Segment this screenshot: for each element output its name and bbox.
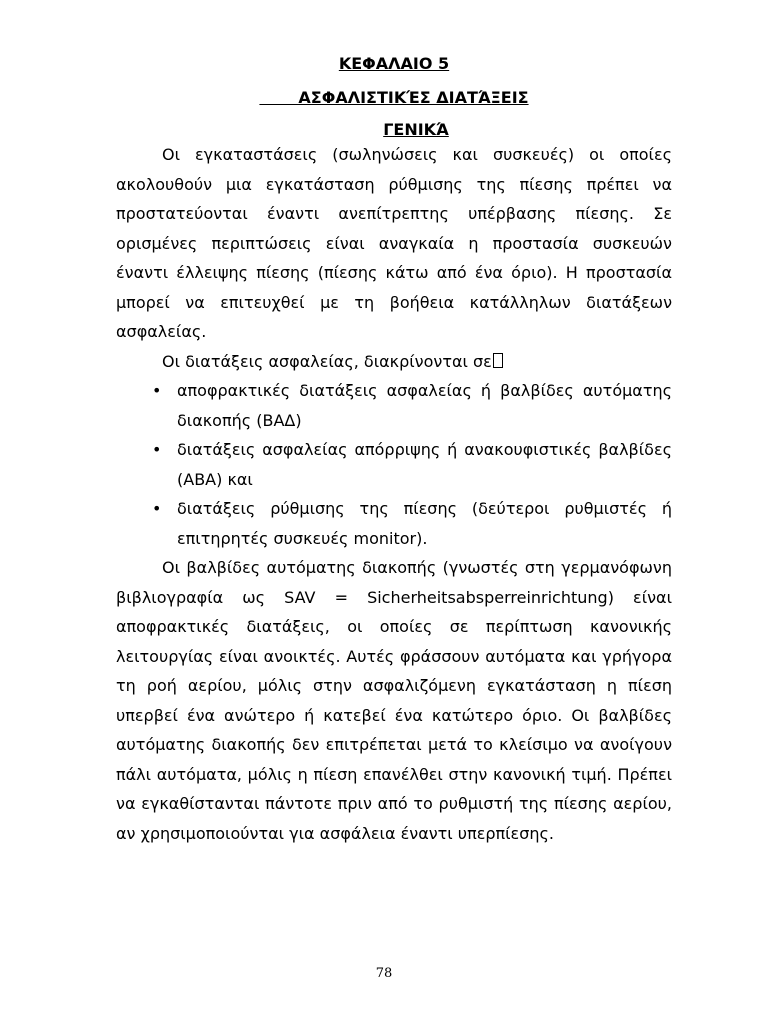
section-heading: ΓΕΝΙΚΆ [383,120,449,139]
section-title: ΑΣΦΑΛΙΣΤΙΚΈΣ ΔΙΑΤΆΞΕΙΣ [259,88,529,107]
list-item-text: διατάξεις ασφαλείας απόρριψης ή ανακουφιστικές βαλβίδες (ΑΒΑ) και [177,440,672,489]
chapter-title: ΚΕΦΑΛΑΙΟ 5 [338,54,450,73]
list-item [116,494,672,553]
page-number: 78 [375,966,393,981]
missing-glyph-icon [493,353,503,368]
paragraph-valves: Οι βαλβίδες αυτόματης διακοπής (γνωστές στη γερμανόφωνη βιβλιογραφία ως SAV = Sicherheitsabsperreinrichtung) είναι αποφρακτικές διατάξεις, οι οποίες σε περίπτωση κανονικής λειτουργίας είναι ανοικτές. Αυτές φράσσουν αυτόματα και γρήγορα τη ροή αερίου, μόλις στην ασφαλιζόμενη εγκατάσταση η πίεση υπερβεί ένα ανώτερο ή κατεβεί ένα κατώτερο όριο. Οι βαλβίδες αυτόματης διακοπής δεν επιτρέπεται μετά το κλείσιμο να ανοίγουν πάλι αυτόματα, μόλις η πίεση επανέλθει στην κανονική τιμή. Πρέπει να εγκαθίστανται πάντοτε πριν από το ρυθμιστή της πίεσης αερίου, αν χρησιμοποιούνται για ασφάλεια έναντι υπερπίεσης. [116,558,672,843]
bullet-icon: • [152,499,162,518]
document-page [116,52,672,848]
safety-devices-list [116,376,672,553]
paragraph-intro: Οι εγκαταστάσεις (σωληνώσεις και συσκευές) οι οποίες ακολουθούν μια εγκατάσταση ρύθμισης της πίεσης πρέπει να προστατεύονται έναντι ανεπίτρεπτης υπέρβασης πίεσης. Σε ορισμένες περιπτώσεις είναι αναγκαία η προστασία συσκευών έναντι έλλειψης πίεσης (πίεσης κάτω από ένα όριο). Η προστασία μπορεί να επιτευχθεί με τη βοήθεια κατάλληλων διατάξεων ασφαλείας. [116,145,672,341]
list-intro-text: Οι διατάξεις ασφαλείας, διακρίνονται σε [162,351,492,371]
list-item-text: διατάξεις ρύθμισης της πίεσης (δεύτεροι ρυθμιστές ή επιτηρητές συσκευές monitor). [177,499,672,548]
bullet-icon: • [152,381,162,400]
paragraph-list-intro [116,347,672,377]
list-item-text: αποφρακτικές διατάξεις ασφαλείας ή βαλβίδες αυτόματης διακοπής (ΒΑΔ) [177,381,672,430]
list-item [116,435,672,494]
list-item [116,376,672,435]
bullet-icon: • [152,440,162,459]
